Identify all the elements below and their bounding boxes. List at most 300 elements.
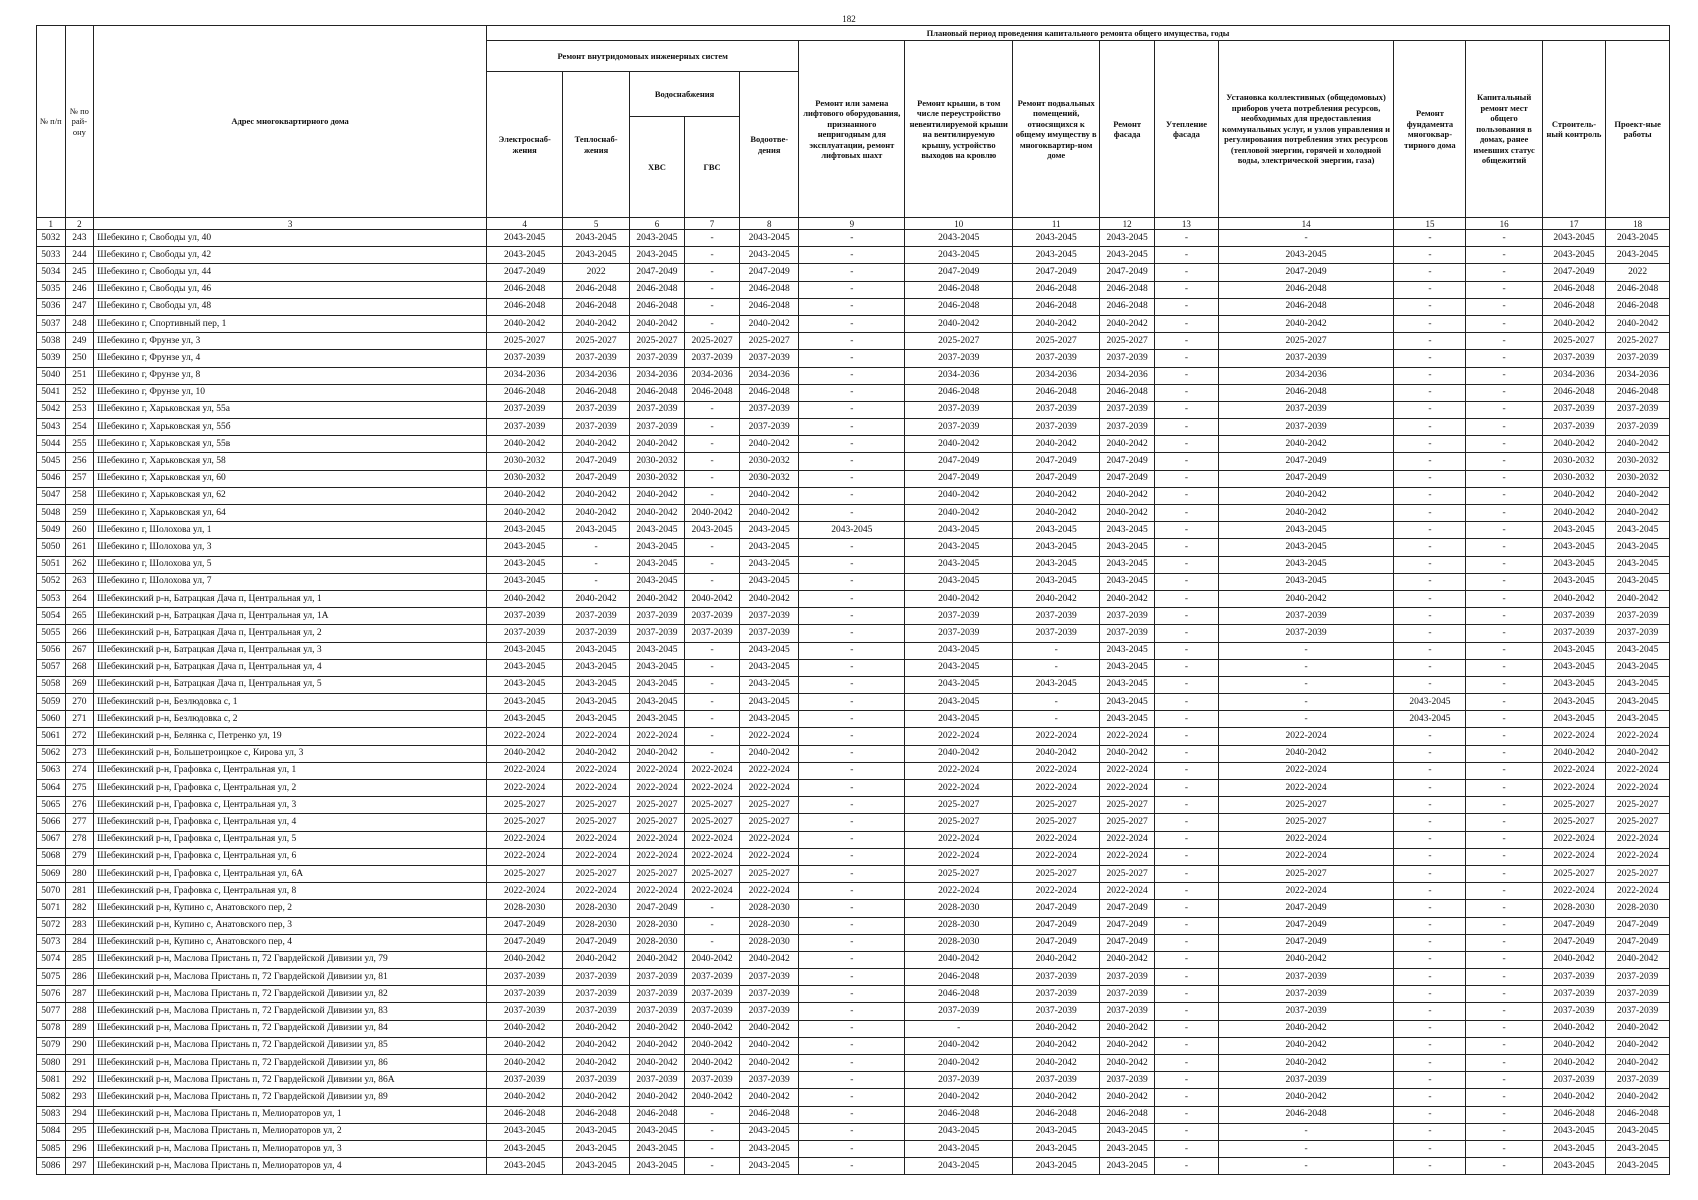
cell-construction-control: 2046-2048 [1542,384,1606,401]
cell-foundation: - [1394,1020,1466,1037]
cell-design-works: 2043-2045 [1606,1140,1670,1157]
cell-design-works: 2043-2045 [1606,642,1670,659]
cell-roof: 2037-2039 [905,625,1013,642]
cell-construction-control: 2022-2024 [1542,883,1606,900]
cell-roof: 2037-2039 [905,350,1013,367]
table-row [37,470,1670,487]
cell-facade: 2043-2045 [1100,556,1155,573]
cell-roof: 2040-2042 [905,1037,1013,1054]
cell-construction-control: 2043-2045 [1542,694,1606,711]
cell-basement: 2037-2039 [1013,419,1100,436]
cell-elevators: - [799,333,905,350]
cell-design-works: 2022 [1606,264,1670,281]
cell-foundation: - [1394,934,1466,951]
cell-foundation: - [1394,367,1466,384]
table-row [37,917,1670,934]
cell-construction-control: 2040-2042 [1542,487,1606,504]
table-row [37,642,1670,659]
cell-facade: 2037-2039 [1100,350,1155,367]
cell-elevators: - [799,1037,905,1054]
cell-dormitory: - [1466,298,1542,315]
cell-hot-water: - [685,934,740,951]
cell-dormitory: - [1466,1106,1542,1123]
cell-heating: 2022-2024 [563,848,630,865]
cell-facade-insulation: - [1155,659,1219,676]
header-hot-water: ГВС [685,117,740,218]
table-row [37,522,1670,539]
cell-basement: 2046-2048 [1013,384,1100,401]
cell-construction-control: 2025-2027 [1542,797,1606,814]
cell-heating: 2043-2045 [563,1123,630,1140]
cell-basement: 2043-2045 [1013,1158,1100,1175]
cell-design-works: 2043-2045 [1606,230,1670,247]
cell-heating: 2037-2039 [563,419,630,436]
column-number: 18 [1606,218,1670,230]
cell-facade-insulation: - [1155,917,1219,934]
cell-cold-water: 2040-2042 [629,1020,684,1037]
table-row [37,556,1670,573]
cell-heating: 2046-2048 [563,281,630,298]
cell-meters: - [1218,1140,1394,1157]
cell-row-number: 5068 [37,848,66,865]
cell-district-number: 249 [65,333,94,350]
cell-row-number: 5073 [37,934,66,951]
cell-drainage: 2034-2036 [740,367,799,384]
cell-hot-water: - [685,711,740,728]
cell-elevators: - [799,676,905,693]
cell-drainage: 2040-2042 [740,315,799,332]
cell-district-number: 260 [65,522,94,539]
cell-dormitory: - [1466,1037,1542,1054]
cell-facade: 2040-2042 [1100,436,1155,453]
cell-hot-water: 2040-2042 [685,505,740,522]
cell-basement: 2043-2045 [1013,1140,1100,1157]
cell-facade-insulation: - [1155,367,1219,384]
cell-roof: 2046-2048 [905,969,1013,986]
header-cold-water: ХВС [629,117,684,218]
cell-construction-control: 2043-2045 [1542,539,1606,556]
cell-roof: 2025-2027 [905,865,1013,882]
cell-cold-water: 2037-2039 [629,608,684,625]
cell-hot-water: - [685,230,740,247]
cell-meters: 2046-2048 [1218,281,1394,298]
cell-design-works: 2040-2042 [1606,315,1670,332]
cell-basement: 2046-2048 [1013,1106,1100,1123]
cell-address: Шебекинский р-н, Батрацкая Дача п, Центральная ул, 3 [94,642,487,659]
cell-foundation: - [1394,659,1466,676]
cell-roof: 2043-2045 [905,642,1013,659]
cell-heating: 2037-2039 [563,401,630,418]
cell-district-number: 272 [65,728,94,745]
cell-basement: 2022-2024 [1013,831,1100,848]
cell-row-number: 5055 [37,625,66,642]
cell-row-number: 5049 [37,522,66,539]
cell-address: Шебекино г, Харьковская ул, 55а [94,401,487,418]
header-dormitory: Капитальный ремонт мест общего пользования в домах, ранее имевших статус общежитий [1466,41,1542,218]
cell-cold-water: 2043-2045 [629,573,684,590]
column-number: 3 [94,218,487,230]
cell-basement: 2043-2045 [1013,676,1100,693]
cell-heating: 2022-2024 [563,831,630,848]
cell-cold-water: 2043-2045 [629,694,684,711]
cell-district-number: 263 [65,573,94,590]
cell-facade-insulation: - [1155,745,1219,762]
cell-roof: 2022-2024 [905,883,1013,900]
cell-foundation: - [1394,556,1466,573]
cell-heating: 2040-2042 [563,487,630,504]
cell-district-number: 273 [65,745,94,762]
cell-address: Шебекинский р-н, Графовка с, Центральная ул, 5 [94,831,487,848]
cell-design-works: 2043-2045 [1606,1158,1670,1175]
cell-facade-insulation: - [1155,556,1219,573]
cell-meters: 2037-2039 [1218,419,1394,436]
cell-basement: 2037-2039 [1013,969,1100,986]
cell-basement: 2037-2039 [1013,350,1100,367]
cell-design-works: 2040-2042 [1606,436,1670,453]
cell-elevators: 2043-2045 [799,522,905,539]
cell-basement: 2025-2027 [1013,797,1100,814]
cell-foundation: - [1394,900,1466,917]
cell-hot-water: - [685,676,740,693]
cell-row-number: 5075 [37,969,66,986]
table-row [37,865,1670,882]
cell-construction-control: 2025-2027 [1542,814,1606,831]
header-elevators: Ремонт или замена лифтового оборудования, признанного непригодным для эксплуатации, ремонт лифтовых шахт [799,41,905,218]
cell-row-number: 5040 [37,367,66,384]
cell-basement: 2043-2045 [1013,573,1100,590]
table-row [37,848,1670,865]
cell-drainage: 2025-2027 [740,814,799,831]
cell-district-number: 286 [65,969,94,986]
table-row [37,1140,1670,1157]
cell-facade-insulation: - [1155,505,1219,522]
cell-address: Шебекинский р-н, Маслова Пристань п, 72 Гвардейской Дивизии ул, 85 [94,1037,487,1054]
cell-basement: 2040-2042 [1013,590,1100,607]
column-number: 15 [1394,218,1466,230]
cell-district-number: 270 [65,694,94,711]
cell-electricity: 2030-2032 [487,470,563,487]
cell-design-works: 2037-2039 [1606,608,1670,625]
cell-cold-water: 2047-2049 [629,264,684,281]
cell-cold-water: 2037-2039 [629,350,684,367]
cell-electricity: 2043-2045 [487,1140,563,1157]
cell-elevators: - [799,986,905,1003]
cell-district-number: 268 [65,659,94,676]
cell-foundation: - [1394,436,1466,453]
cell-drainage: 2040-2042 [740,487,799,504]
cell-construction-control: 2043-2045 [1542,642,1606,659]
cell-foundation: - [1394,298,1466,315]
cell-drainage: 2030-2032 [740,453,799,470]
cell-address: Шебекинский р-н, Маслова Пристань п, Мелиораторов ул, 4 [94,1158,487,1175]
cell-hot-water: - [685,401,740,418]
cell-electricity: 2046-2048 [487,1106,563,1123]
cell-hot-water: - [685,659,740,676]
cell-facade: 2040-2042 [1100,951,1155,968]
cell-basement: 2043-2045 [1013,539,1100,556]
cell-facade-insulation: - [1155,762,1219,779]
cell-district-number: 253 [65,401,94,418]
cell-meters: 2043-2045 [1218,573,1394,590]
cell-row-number: 5052 [37,573,66,590]
cell-facade-insulation: - [1155,814,1219,831]
cell-drainage: 2040-2042 [740,951,799,968]
cell-heating: 2046-2048 [563,384,630,401]
cell-design-works: 2043-2045 [1606,1123,1670,1140]
cell-foundation: - [1394,247,1466,264]
cell-drainage: 2040-2042 [740,436,799,453]
cell-construction-control: 2043-2045 [1542,711,1606,728]
cell-basement: 2037-2039 [1013,608,1100,625]
cell-cold-water: 2043-2045 [629,556,684,573]
cell-dormitory: - [1466,728,1542,745]
cell-cold-water: 2046-2048 [629,298,684,315]
cell-meters: 2040-2042 [1218,951,1394,968]
header-district-number: № по рай-ону [65,26,94,218]
cell-district-number: 284 [65,934,94,951]
cell-electricity: 2043-2045 [487,676,563,693]
cell-elevators: - [799,1106,905,1123]
cell-foundation: - [1394,333,1466,350]
cell-drainage: 2028-2030 [740,917,799,934]
cell-heating: 2025-2027 [563,333,630,350]
table-row [37,986,1670,1003]
cell-address: Шебекино г, Свободы ул, 40 [94,230,487,247]
cell-dormitory: - [1466,625,1542,642]
cell-hot-water: - [685,470,740,487]
cell-facade: 2040-2042 [1100,315,1155,332]
cell-dormitory: - [1466,264,1542,281]
cell-district-number: 264 [65,590,94,607]
cell-design-works: 2025-2027 [1606,865,1670,882]
cell-hot-water: - [685,453,740,470]
cell-district-number: 254 [65,419,94,436]
cell-meters: 2040-2042 [1218,745,1394,762]
table-row [37,230,1670,247]
cell-dormitory: - [1466,986,1542,1003]
table-row [37,797,1670,814]
cell-address: Шебекинский р-н, Графовка с, Центральная ул, 4 [94,814,487,831]
cell-cold-water: 2040-2042 [629,745,684,762]
cell-design-works: 2043-2045 [1606,573,1670,590]
cell-foundation: - [1394,505,1466,522]
cell-drainage: 2043-2045 [740,642,799,659]
cell-facade: 2046-2048 [1100,1106,1155,1123]
cell-electricity: 2022-2024 [487,780,563,797]
cell-address: Шебекинский р-н, Безлюдовка с, 1 [94,694,487,711]
cell-facade-insulation: - [1155,711,1219,728]
cell-foundation: 2043-2045 [1394,694,1466,711]
cell-construction-control: 2037-2039 [1542,401,1606,418]
cell-drainage: 2022-2024 [740,883,799,900]
cell-drainage: 2037-2039 [740,419,799,436]
cell-district-number: 244 [65,247,94,264]
cell-electricity: 2040-2042 [487,505,563,522]
cell-design-works: 2040-2042 [1606,745,1670,762]
cell-drainage: 2046-2048 [740,384,799,401]
cell-hot-water: - [685,539,740,556]
cell-facade: 2040-2042 [1100,1089,1155,1106]
header-facade: Ремонт фасада [1100,41,1155,218]
cell-cold-water: 2037-2039 [629,1003,684,1020]
cell-dormitory: - [1466,522,1542,539]
cell-drainage: 2025-2027 [740,333,799,350]
table-row [37,281,1670,298]
cell-address: Шебекинский р-н, Батрацкая Дача п, Центральная ул, 2 [94,625,487,642]
cell-elevators: - [799,1055,905,1072]
table-row [37,694,1670,711]
cell-construction-control: 2030-2032 [1542,470,1606,487]
cell-cold-water: 2046-2048 [629,281,684,298]
cell-construction-control: 2037-2039 [1542,625,1606,642]
cell-basement: 2022-2024 [1013,883,1100,900]
cell-heating: 2047-2049 [563,934,630,951]
cell-address: Шебекинский р-н, Белянка с, Петренко ул, 19 [94,728,487,745]
cell-foundation: - [1394,315,1466,332]
column-number: 12 [1100,218,1155,230]
cell-facade-insulation: - [1155,522,1219,539]
table-row [37,367,1670,384]
cell-facade-insulation: - [1155,900,1219,917]
cell-dormitory: - [1466,969,1542,986]
cell-design-works: 2022-2024 [1606,848,1670,865]
cell-district-number: 294 [65,1106,94,1123]
header-address: Адрес многоквартирного дома [94,26,487,218]
cell-cold-water: 2022-2024 [629,728,684,745]
cell-foundation: - [1394,264,1466,281]
cell-drainage: 2037-2039 [740,401,799,418]
cell-construction-control: 2022-2024 [1542,780,1606,797]
cell-foundation: - [1394,1072,1466,1089]
cell-electricity: 2043-2045 [487,539,563,556]
cell-row-number: 5079 [37,1037,66,1054]
cell-basement: 2034-2036 [1013,367,1100,384]
cell-basement: - [1013,694,1100,711]
cell-roof: 2040-2042 [905,1089,1013,1106]
column-number: 10 [905,218,1013,230]
cell-heating: 2040-2042 [563,590,630,607]
cell-dormitory: - [1466,831,1542,848]
cell-meters: - [1218,676,1394,693]
cell-hot-water: - [685,419,740,436]
table-row [37,814,1670,831]
cell-district-number: 258 [65,487,94,504]
cell-meters: - [1218,659,1394,676]
cell-basement: - [1013,642,1100,659]
cell-drainage: 2043-2045 [740,1140,799,1157]
cell-facade-insulation: - [1155,883,1219,900]
cell-heating: 2040-2042 [563,436,630,453]
cell-construction-control: 2043-2045 [1542,247,1606,264]
table-row [37,453,1670,470]
cell-facade-insulation: - [1155,470,1219,487]
cell-cold-water: 2037-2039 [629,986,684,1003]
cell-foundation: - [1394,281,1466,298]
cell-meters: 2037-2039 [1218,625,1394,642]
cell-basement: 2043-2045 [1013,230,1100,247]
cell-basement: 2047-2049 [1013,900,1100,917]
cell-facade: 2034-2036 [1100,367,1155,384]
cell-hot-water: 2043-2045 [685,522,740,539]
cell-address: Шебекино г, Спортивный пер, 1 [94,315,487,332]
cell-foundation: 2043-2045 [1394,711,1466,728]
cell-facade-insulation: - [1155,298,1219,315]
cell-electricity: 2034-2036 [487,367,563,384]
cell-construction-control: 2047-2049 [1542,917,1606,934]
cell-drainage: 2037-2039 [740,986,799,1003]
cell-foundation: - [1394,1037,1466,1054]
cell-roof: 2043-2045 [905,539,1013,556]
cell-heating: 2040-2042 [563,1055,630,1072]
cell-foundation: - [1394,831,1466,848]
cell-basement: 2040-2042 [1013,745,1100,762]
table-row [37,1003,1670,1020]
cell-meters: - [1218,230,1394,247]
cell-facade-insulation: - [1155,1020,1219,1037]
cell-row-number: 5071 [37,900,66,917]
cell-drainage: 2037-2039 [740,969,799,986]
table-row [37,315,1670,332]
cell-hot-water: 2037-2039 [685,350,740,367]
cell-facade-insulation: - [1155,934,1219,951]
cell-elevators: - [799,1089,905,1106]
cell-facade: 2047-2049 [1100,917,1155,934]
cell-meters: 2040-2042 [1218,487,1394,504]
cell-heating: 2037-2039 [563,1072,630,1089]
cell-construction-control: 2040-2042 [1542,1089,1606,1106]
cell-row-number: 5065 [37,797,66,814]
cell-cold-water: 2022-2024 [629,831,684,848]
cell-row-number: 5063 [37,762,66,779]
cell-heating: 2040-2042 [563,1020,630,1037]
cell-basement: 2037-2039 [1013,625,1100,642]
cell-row-number: 5053 [37,590,66,607]
table-row [37,831,1670,848]
cell-facade-insulation: - [1155,401,1219,418]
cell-roof: 2043-2045 [905,230,1013,247]
cell-facade: 2040-2042 [1100,1020,1155,1037]
cell-elevators: - [799,350,905,367]
cell-electricity: 2040-2042 [487,1089,563,1106]
cell-elevators: - [799,487,905,504]
table-row [37,1089,1670,1106]
cell-roof: 2040-2042 [905,951,1013,968]
cell-dormitory: - [1466,401,1542,418]
table-row [37,333,1670,350]
cell-dormitory: - [1466,642,1542,659]
cell-cold-water: 2043-2045 [629,1123,684,1140]
cell-electricity: 2037-2039 [487,608,563,625]
cell-row-number: 5082 [37,1089,66,1106]
cell-basement: - [1013,711,1100,728]
cell-facade-insulation: - [1155,1106,1219,1123]
cell-row-number: 5081 [37,1072,66,1089]
cell-roof: 2046-2048 [905,281,1013,298]
cell-district-number: 276 [65,797,94,814]
cell-construction-control: 2043-2045 [1542,230,1606,247]
cell-hot-water: - [685,264,740,281]
table-row [37,247,1670,264]
cell-facade-insulation: - [1155,436,1219,453]
cell-design-works: 2030-2032 [1606,453,1670,470]
cell-elevators: - [799,367,905,384]
cell-roof: 2043-2045 [905,1140,1013,1157]
cell-design-works: 2030-2032 [1606,470,1670,487]
cell-electricity: 2046-2048 [487,298,563,315]
cell-facade: 2037-2039 [1100,419,1155,436]
cell-facade-insulation: - [1155,780,1219,797]
cell-hot-water: 2040-2042 [685,1020,740,1037]
